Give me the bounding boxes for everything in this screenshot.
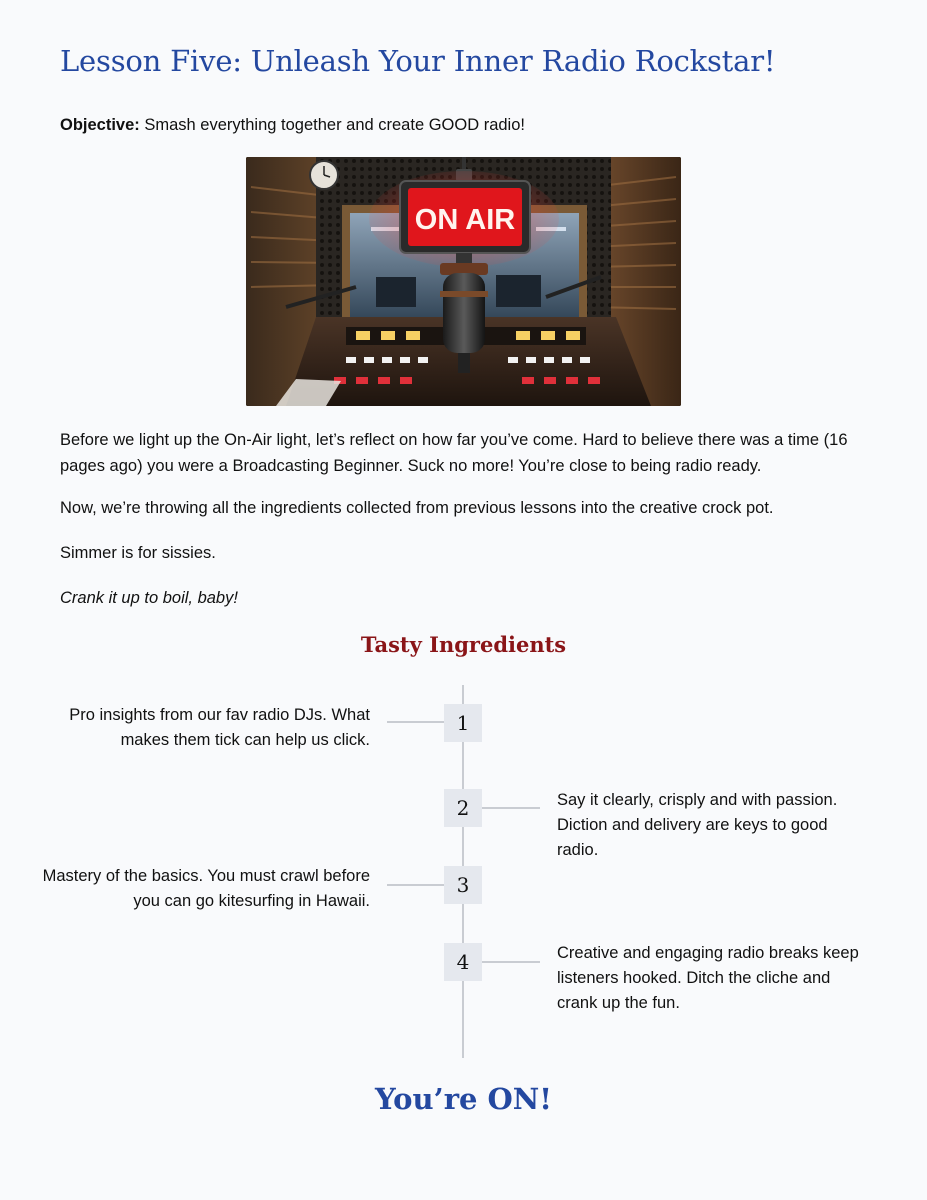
ingredients-heading: Tasty Ingredients bbox=[360, 632, 567, 657]
ingredient-text-2: Say it clearly, crisply and with passion. Diction and delivery are keys to good radio. bbox=[557, 791, 838, 859]
ingredient-number-4: 4 bbox=[444, 943, 482, 981]
ingredient-text-3: Mastery of the basics. You must crawl before you can go kitesurfing in Hawaii. bbox=[42, 867, 370, 910]
page-title: Lesson Five: Unleash Your Inner Radio Rockstar! bbox=[60, 44, 776, 78]
ingredient-text-4: Creative and engaging radio breaks keep listeners hooked. Ditch the cliche and crank up the fun. bbox=[557, 944, 859, 1012]
crank-paragraph: Crank it up to boil, baby! bbox=[60, 589, 238, 607]
ingredient-number-3: 3 bbox=[444, 866, 482, 904]
studio-illustration bbox=[246, 157, 681, 406]
objective-text: Smash everything together and create GOOD radio! bbox=[139, 116, 525, 134]
objective bbox=[60, 116, 525, 135]
on-air-studio-image bbox=[246, 157, 681, 406]
objective-label: Objective: bbox=[60, 116, 140, 134]
connector-1 bbox=[387, 721, 445, 723]
ingredient-number-1: 1 bbox=[444, 704, 482, 742]
connector-2 bbox=[482, 807, 540, 809]
on-air-sign-text: ON AIR bbox=[414, 204, 516, 236]
ingredient-text-1: Pro insights from our fav radio DJs. What makes them tick can help us click. bbox=[69, 706, 370, 749]
closing-heading: You’re ON! bbox=[374, 1082, 553, 1116]
intro-paragraph: Before we light up the On-Air light, let’s reflect on how far you’ve come. Hard to believe there was a time (16 pages ago) you were a Broadcasting Beginner. Suck no more! You’re close to being radio ready. bbox=[60, 431, 848, 475]
ingredient-number-2: 2 bbox=[444, 789, 482, 827]
crock-pot-paragraph: Now, we’re throwing all the ingredients collected from previous lessons into the creative crock pot. bbox=[60, 499, 774, 517]
connector-4 bbox=[482, 961, 540, 963]
simmer-paragraph: Simmer is for sissies. bbox=[60, 544, 216, 562]
connector-3 bbox=[387, 884, 445, 886]
